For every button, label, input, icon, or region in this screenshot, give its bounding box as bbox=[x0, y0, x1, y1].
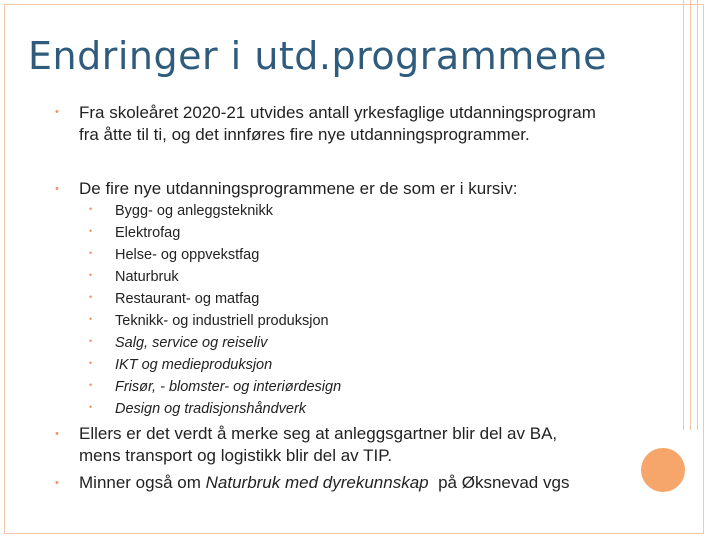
text-suffix: på Øksnevad vgs bbox=[428, 473, 570, 492]
program-item: Elektrofag bbox=[115, 225, 181, 241]
list-item: De fire nye utdanningsprogrammene er de som er i kursiv: bbox=[79, 179, 518, 198]
program-item: Helse- og oppvekstfag bbox=[115, 247, 260, 263]
slide-title: Endringer i utd.programmene bbox=[28, 34, 608, 78]
text-italic: Naturbruk med dyrekunnskap bbox=[205, 473, 429, 492]
decorative-line bbox=[690, 0, 691, 430]
bullet-icon: • bbox=[55, 428, 59, 440]
program-item: Bygg- og anleggsteknikk bbox=[115, 203, 273, 219]
list-item: Fra skoleåret 2020-21 utvides antall yrkesfaglige utdanningsprogram fra åtte til ti, og det innføres fire nye utdanningsprogrammer. bbox=[79, 103, 596, 144]
bullet-icon: • bbox=[89, 336, 93, 346]
bullet-icon: • bbox=[89, 380, 93, 390]
decorative-line bbox=[683, 0, 684, 430]
bullet-icon: • bbox=[89, 314, 93, 324]
decorative-line bbox=[697, 0, 698, 430]
bullet-icon: • bbox=[89, 292, 93, 302]
program-item: Teknikk- og industriell produksjon bbox=[115, 313, 329, 329]
bullet-icon: • bbox=[89, 402, 93, 412]
program-item: Design og tradisjonshåndverk bbox=[115, 401, 307, 417]
bullet-icon: • bbox=[89, 248, 93, 258]
bullet-icon: • bbox=[55, 183, 59, 195]
bullet-icon: • bbox=[89, 226, 93, 236]
list-item bbox=[79, 472, 599, 494]
bullet-icon: • bbox=[89, 270, 93, 280]
decorative-dot bbox=[678, 441, 686, 449]
text-prefix: Minner også om bbox=[79, 473, 206, 492]
program-item: Restaurant- og matfag bbox=[115, 291, 260, 307]
program-item: Naturbruk bbox=[115, 269, 179, 285]
bullet-icon: • bbox=[55, 477, 59, 489]
bullet-icon: • bbox=[89, 204, 93, 214]
bullet-icon: • bbox=[55, 106, 59, 118]
bullet-icon: • bbox=[89, 358, 93, 368]
list-item: Ellers er det verdt å merke seg at anleggsgartner blir del av BA, mens transport og logistikk blir del av TIP. bbox=[79, 424, 558, 465]
program-item: IKT og medieproduksjon bbox=[115, 357, 273, 373]
program-item: Salg, service og reiseliv bbox=[115, 335, 268, 351]
program-item: Frisør, - blomster- og interiørdesign bbox=[115, 379, 342, 395]
decorative-circle bbox=[641, 448, 685, 492]
